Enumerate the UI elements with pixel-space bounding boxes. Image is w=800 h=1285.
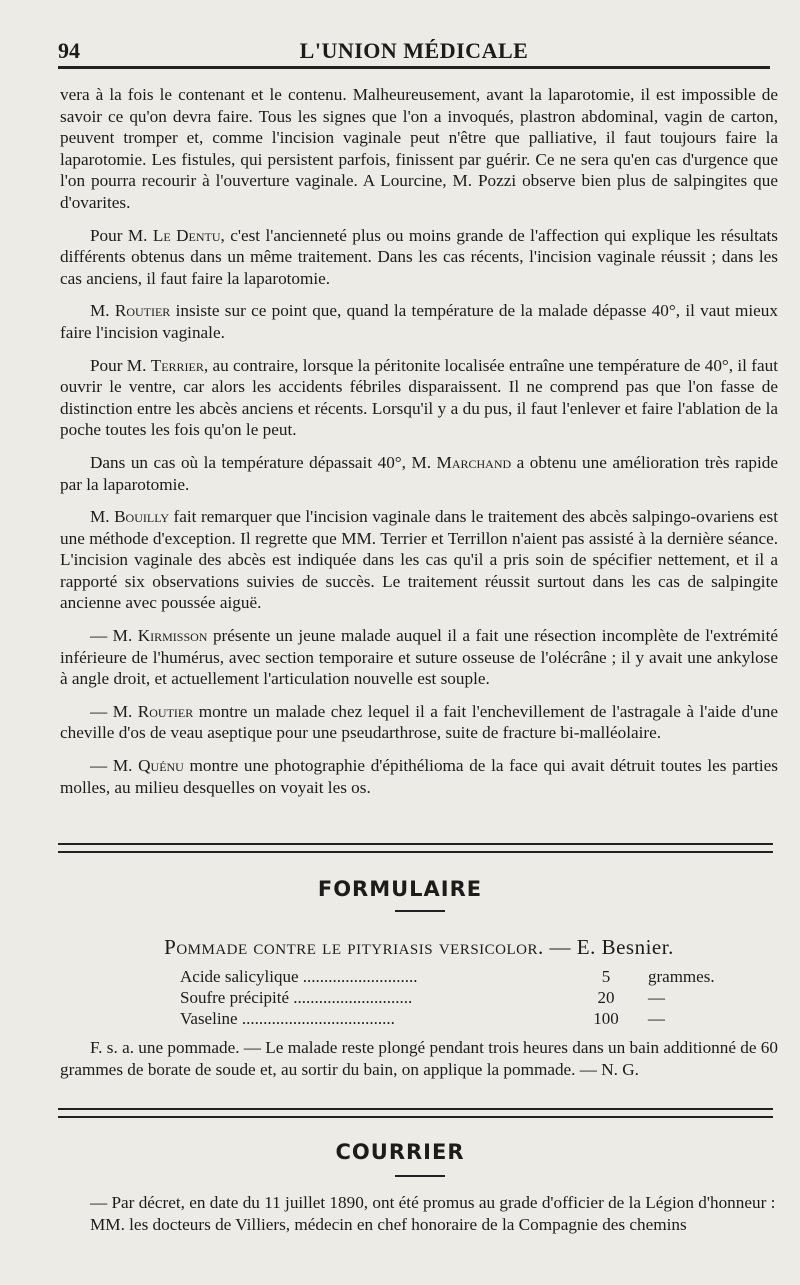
person-name: Le Dentu [152,225,221,245]
section-divider [58,843,773,853]
paragraph: Dans un cas où la température dépassait 40°, M. Marchand a obtenu une amélioration très rapide par la laparotomie. [60,452,778,494]
person-name: Routier [114,301,171,321]
section-title-formulaire: FORMULAIRE [317,877,483,901]
paragraph: — M. Quénu montre une photographie d'épithélioma de la face qui avait détruit toutes les parties molles, au milieu desquelles on voyait les os. [60,756,778,797]
person-name: Bouilly [114,507,170,527]
recipe-author: E. Besnier. [576,935,674,959]
recipe-instructions [60,1037,778,1080]
paragraph: — M. Kirmisson présente un jeune malade auquel il a fait une résection incomplète de l'extrémité inférieure de l'humérus, avec section temporaire et suture osseuse de l'olécrâne ; il y avait une ankylose à angle droit, et actuellement l'articulation nouvelle est souple. [60,626,778,689]
paragraph: — M. Routier montre un malade chez lequel il a fait l'enchevillement de l'astragale à l'aide d'une cheville d'os de veau aseptique pour une pseudarthrose, suite de fracture bi-malléolaire. [60,701,778,743]
article-body [60,84,778,798]
running-title: L'UNION MÉDICALE [299,38,529,63]
header-rule [58,66,770,69]
paragraph: MM. les docteurs de Villiers, médecin en chef honoraire de la Compagnie des chemins [90,1214,687,1234]
person-name: Quénu [138,756,184,776]
paragraph: M. Bouilly fait remarquer que l'incision vaginale dans le traitement des abcès salpingo-ovariens est une méthode d'exception. Il regrette que MM. Terrier et Terrillon n'aient pas assisté à la dernière séance. L'incision vaginale des abcès est indiquée dans les cas qu'il a pris soin de spécifier nettement, et il a rapporté six observations suivies de succès. Le traitement réussit surtout dans les cas de salpingite ancienne avec poussée aiguë. [60,507,778,613]
paragraph: F. s. a. une pommade. — Le malade reste plongé pendant trois heures dans un bain additionné de 60 grammes de borate de soude et, au sortir du bain, on applique la pommade. — N. G. [60,1038,778,1079]
recipe-name: Pommade contre le pityriasis versicolor. [164,935,544,959]
list-item: Soufre précipité ............................ 20 — [180,988,665,1007]
paragraph: vera à la fois le contenant et le contenu. Malheureusement, avant la laparotomie, il est impossible de savoir ce qu'on devra faire. Tous les signes que l'on a invoqués, plastron abdominal, vagin de carton, peuvent tromper et, comme l'incision vaginale peut n'être que palliative, il faut toujours faire la laparotomie. Les fistules, qui persistent parfois, finissent par guérir. Ce ne sera qu'en cas d'urgence que l'on pourra recourir à l'ouverture vaginale. A Lourcine, M. Pozzi observe bien plus de salpingites que d'ovarites. [60,85,778,212]
list-item: Acide salicylique ........................... 5 grammes. [180,967,715,986]
page-header [58,36,770,66]
section-title-courrier: COURRIER [335,1140,465,1164]
paragraph: Pour M. Terrier, au contraire, lorsque la péritonite localisée entraîne une température de 40°, il faut ouvrir le ventre, car alors les accidents fébriles disparaissent. Il ne comprend pas que l'on fasse de distinction entre les abcès anciens et récents. Lorsqu'il y a du pus, il faut l'enlever et faire l'ablation de la poche toutes les fois qu'on le peut. [60,355,778,440]
paragraph: M. Routier insiste sur ce point que, quand la température de la malade dépasse 40°, il vaut mieux faire l'incision vaginale. [60,301,778,342]
person-name: Routier [137,701,194,721]
paragraph: Pour M. Le Dentu, c'est l'ancienneté plus ou moins grande de l'affection qui explique les résultats différents obtenus dans un même traitement. Dans les cas récents, l'incision vaginale réussit ; dans les cas anciens, il faut faire la laparotomie. [60,225,778,288]
ingredient-list [180,966,715,1029]
recipe-title: Pommade contre le pityriasis versicolor. — E. Besnier. [164,935,674,959]
person-name: Terrier [150,355,204,375]
courrier-body [60,1192,778,1235]
short-rule [395,910,445,912]
section-divider [58,1108,773,1118]
paragraph: — Par décret, en date du 11 juillet 1890, ont été promus au grade d'officier de la Légion d'honneur : [90,1193,776,1212]
page-number: 94 [58,38,80,63]
short-rule [395,1175,445,1177]
list-item: Vaseline .................................... 100 — [180,1009,665,1028]
person-name: Kirmisson [137,626,208,646]
person-name: Marchand [436,452,512,472]
